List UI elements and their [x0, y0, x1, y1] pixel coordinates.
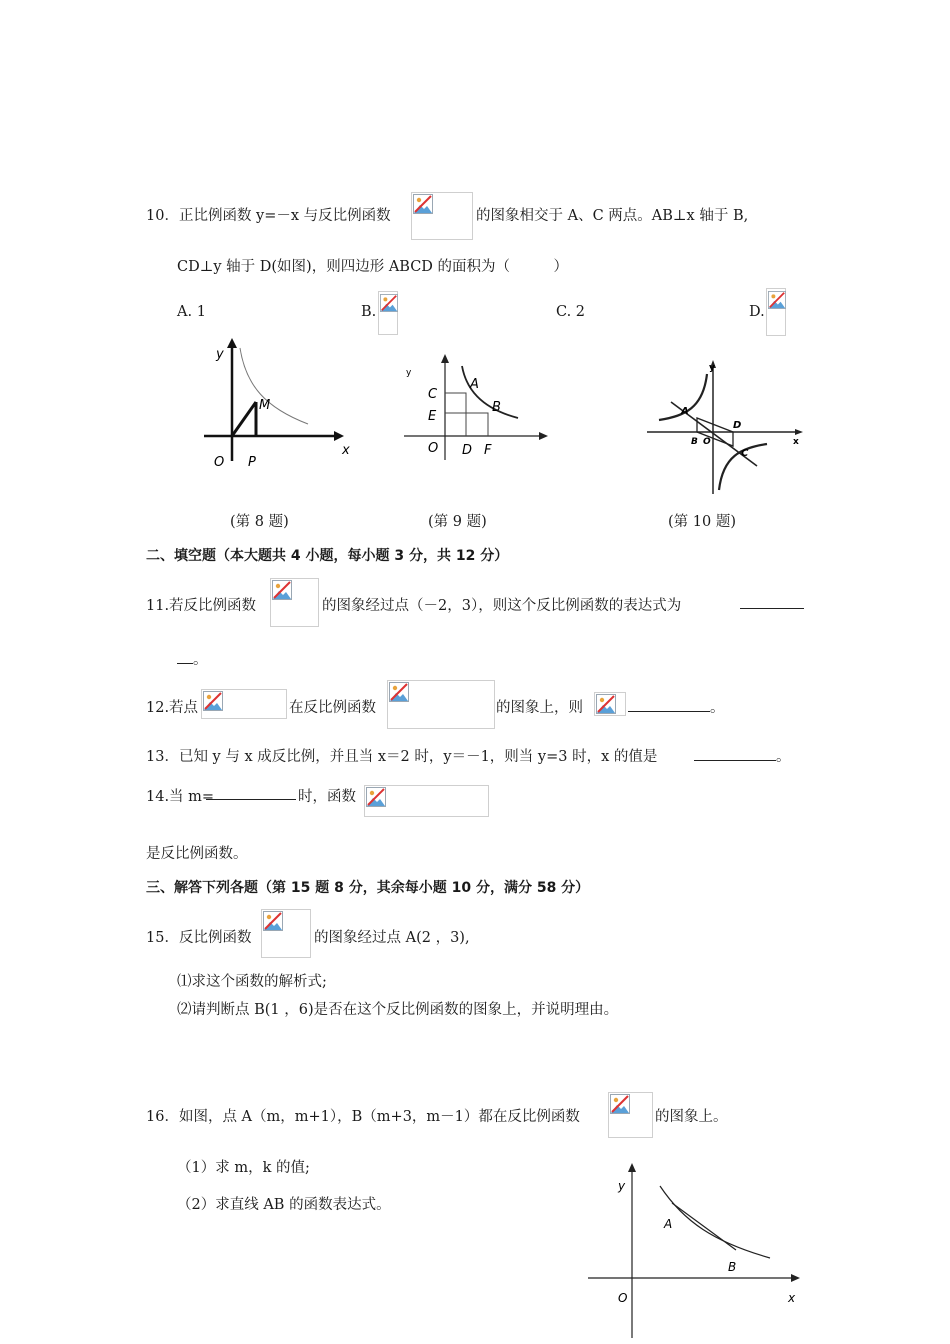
q11-text-b: 的图象经过点（－2，3），则这个反比例函数的表达式为 — [322, 598, 682, 614]
q16-sub2: （2）求直线 AB 的函数表达式。 — [177, 1197, 391, 1213]
q10-option-c: C. 2 — [556, 304, 586, 320]
formula-image — [411, 192, 473, 240]
q14-text-c: 是反比例函数。 — [146, 846, 248, 862]
formula-image — [378, 291, 398, 335]
x-axis-arrow — [791, 1274, 800, 1282]
fig8-p-label: P — [248, 455, 256, 470]
fig10-o-label: O — [703, 437, 711, 447]
formula-image — [594, 692, 626, 716]
formula-image — [201, 689, 287, 719]
y-axis-arrow — [628, 1163, 636, 1172]
fig9-a-label: A — [470, 377, 479, 392]
broken-image-icon — [203, 691, 223, 711]
broken-image-icon — [768, 290, 786, 310]
q14-text-b: 时，函数 — [298, 789, 356, 805]
fig16-y-label: y — [618, 1179, 626, 1193]
q14-text-a: 14.当 m= — [146, 789, 215, 805]
figure-16 — [584, 1160, 806, 1340]
figure-8 — [196, 336, 366, 476]
fig10-b-label: B — [691, 437, 698, 447]
fig16-o-label: O — [618, 1291, 628, 1305]
q11-text-a: 11.若反比例函数 — [146, 598, 257, 614]
q12-text-a: 12.若点 — [146, 700, 199, 716]
q15-text-b: 的图象经过点 A(2 ，3), — [314, 930, 470, 946]
fig9-e-label: E — [428, 409, 437, 424]
formula-image — [608, 1092, 653, 1138]
q13-text-a: 13．已知 y 与 x 成反比例，并且当 x＝2 时，y＝－1，则当 y=3 时，x 的值是 — [146, 749, 658, 765]
q10-option-a: A. 1 — [177, 304, 206, 320]
q14-blank — [206, 785, 296, 804]
y-axis-arrow — [227, 338, 237, 348]
x-axis-arrow — [539, 432, 548, 440]
fig8-y-label: y — [216, 347, 224, 362]
fig8-caption: (第 8 题) — [230, 514, 289, 530]
formula-image — [270, 578, 319, 627]
q10-line2: CD⊥y 轴于 D(如图)，则四边形 ABCD 的面积为（ ） — [177, 259, 569, 275]
rect-oc-ad — [445, 393, 466, 436]
broken-image-icon — [610, 1094, 630, 1114]
broken-image-icon — [596, 694, 616, 714]
figure-9 — [400, 348, 552, 463]
fig9-o-label: O — [428, 441, 439, 456]
q10-option-b: B. — [361, 304, 377, 320]
fig8-o-label: O — [214, 455, 225, 470]
fig10-caption: (第 10 题) — [668, 514, 736, 530]
broken-image-icon — [380, 293, 398, 313]
fig9-d-label: D — [462, 443, 473, 458]
q11-blank — [740, 594, 804, 613]
q13-blank — [694, 745, 791, 766]
q12-text-b: 在反比例函数 — [289, 700, 376, 716]
fig9-b-label: B — [492, 400, 501, 415]
broken-image-icon — [263, 911, 283, 931]
q11-end: 。 — [193, 652, 208, 668]
q12-text-c: 的图象上，则 — [496, 700, 583, 716]
fig16-b-label: B — [728, 1260, 737, 1274]
q11-blank-continued — [177, 648, 208, 669]
x-axis-arrow — [334, 431, 344, 441]
fig9-c-label: C — [428, 387, 438, 402]
fig9-caption: (第 9 题) — [428, 514, 487, 530]
hyperbola-curve — [660, 1186, 770, 1258]
formula-image — [261, 909, 311, 958]
fig8-m-label: M — [259, 398, 271, 413]
fig16-x-label: x — [788, 1291, 796, 1305]
x-axis-arrow — [795, 429, 803, 435]
fig8-x-label: x — [342, 443, 350, 458]
q16-text-a: 16．如图，点 A（m，m+1），B（m+3，m－1）都在反比例函数 — [146, 1109, 580, 1125]
fig10-d-label: D — [733, 420, 742, 431]
q12-blank — [628, 696, 725, 717]
q10-line1-a: 10．正比例函数 y=－x 与反比例函数 — [146, 208, 391, 224]
q10-option-d: D. — [749, 304, 765, 320]
broken-image-icon — [413, 194, 433, 214]
section2-title: 二、填空题（本大题共 4 小题，每小题 3 分，共 12 分） — [146, 548, 509, 564]
fig9-y-label: y — [406, 368, 412, 378]
figure-10 — [645, 356, 807, 496]
broken-image-icon — [272, 580, 292, 600]
fig10-c-label: C — [741, 448, 749, 459]
fig10-y-label: y — [709, 363, 715, 373]
formula-image — [387, 680, 495, 729]
fig10-x-label: x — [793, 437, 799, 447]
q10-line1-b: 的图象相交于 A、C 两点。AB⊥x 轴于 B, — [476, 208, 749, 224]
q15-sub2: ⑵请判断点 B(1 ，6)是否在这个反比例函数的图象上，并说明理由。 — [177, 1002, 619, 1018]
q16-sub1: （1）求 m，k 的值; — [177, 1160, 310, 1176]
y-axis-arrow — [441, 354, 449, 363]
formula-image — [364, 785, 489, 817]
q16-text-b: 的图象上。 — [655, 1109, 728, 1125]
fig10-a-label: A — [681, 406, 689, 417]
section3-title: 三、解答下列各题（第 15 题 8 分，其余每小题 10 分，满分 58 分） — [146, 880, 590, 896]
fig9-f-label: F — [484, 443, 492, 458]
formula-image — [766, 288, 786, 336]
segment-om — [232, 402, 256, 436]
q15-text-a: 15．反比例函数 — [146, 930, 252, 946]
broken-image-icon — [389, 682, 409, 702]
q12-end: 。 — [710, 700, 725, 716]
line-ab — [672, 1203, 736, 1250]
hyperbola-curve — [462, 366, 518, 418]
broken-image-icon — [366, 787, 386, 807]
q15-sub1: ⑴求这个函数的解析式; — [177, 974, 327, 990]
fig16-a-label: A — [664, 1217, 673, 1231]
q13-end: 。 — [776, 749, 791, 765]
